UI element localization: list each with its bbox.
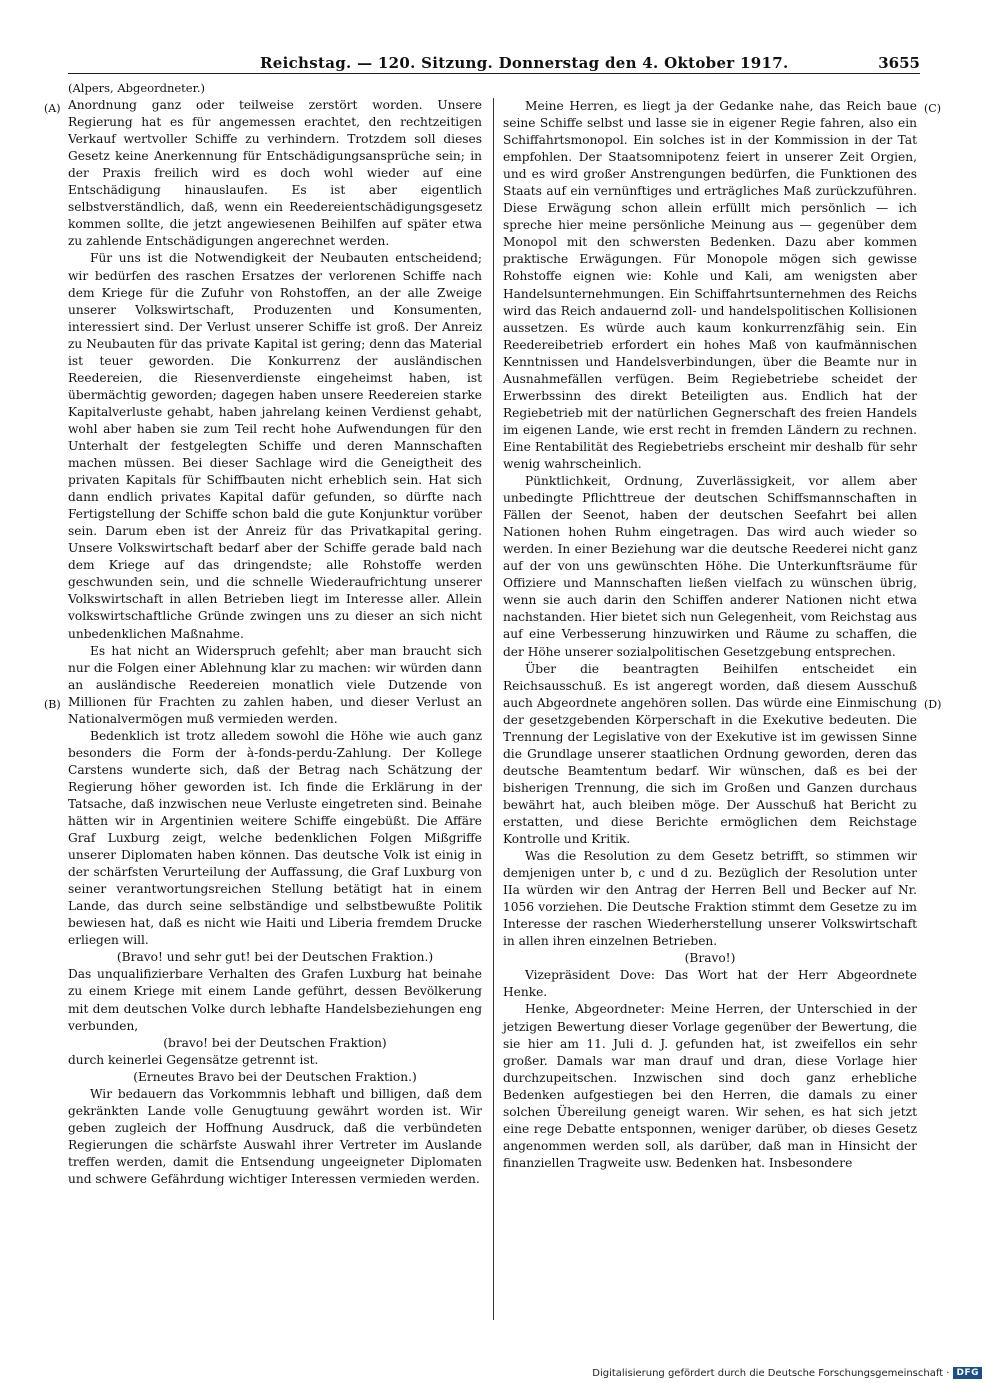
right-paragraph-3: Über die beantragten Beihilfen entscheidet ein Reichsausschuß. Es ist angeregt worden, daß diesem Ausschuß auch Abgeordnete angehören sollen. Das würde eine Einmischung der gesetzgebenden Körperschaft in die Exekutive bedeuten. Die Trennung der Legislative von der Exekutive ist im gewissen Sinne die Grundlage unserer staatlichen Ordnung geworden, deren das deutsche Beamtentum bedarf. Wir wünschen, daß es bei der bisherigen Trennung, die sich im Großen und Ganzen durchaus bewährt hat, auch bleiben möge. Der Ausschuß hat Bericht zu erstatten, und diese Berichte ermöglichen dem Reichstage Kontrolle und Kritik. [503,661,917,847]
left-paragraph-5: Das unqualifizierbare Verhalten des Grafen Luxburg hat beinahe zu einem Kriege mit einem Lande geführt, dessen Bevölkerung mit dem deutschen Volke durch lebhafte Handelsbeziehungen eng verbunden, [68,967,482,1033]
left-column [68,80,482,1188]
right-column [503,98,917,1172]
henke-speech: Henke, Abgeordneter: Meine Herren, der Unterschied in der jetzigen Bewertung dieser Vorlage gegenüber der Bewertung, die sie hier am 11. Juli d. J. gefunden hat, ist zweifellos ein sehr großer. Damals war man drauf und dran, diese Vorlage hier durchzupeitschen. Inzwischen sind doch ganz erhebliche Bedenken aufgestiegen bei den Herren, die damals zu einer solchen Übereilung geneigt waren. Wir sehen, es hat sich jetzt eine rege Debatte entsponnen, weniger darüber, ob dieses Gesetz angenommen werden soll, als darüber, daß man in Hinsicht der finanziellen Tragweite usw. Bedenken hat. Insbesondere [503,1002,917,1170]
footer-text: Digitalisierung gefördert durch die Deutsche Forschungsgemeinschaft · [592,1367,950,1379]
margin-marker-d: (D) [924,698,942,711]
speaker-tag: (Alpers, Abgeordneter.) [68,81,205,95]
running-title: Reichstag. — 120. Sitzung. Donnerstag den 4. Oktober 1917. [260,54,789,72]
vice-president-statement: Vizepräsident Dove: Das Wort hat der Herr Abgeordnete Henke. [503,968,917,1000]
left-paragraph-7: Wir bedauern das Vorkommnis lebhaft und billigen, daß dem gekränkten Lande volle Genugtuung gewährt worden ist. Wir geben zugleich der Hoffnung Ausdruck, daß die verbündeten Regierungen die schärfste Auswahl ihrer Vertreter im Auslande treffen werden, damit die Entsendung ungeeigneter Diplomaten und schwere Gefährdung wichtiger Interessen vermieden werden. [68,1086,482,1186]
interjection-bravo: (Bravo!) [684,951,736,966]
right-paragraph-1: Meine Herren, es liegt ja der Gedanke nahe, das Reich baue seine Schiffe selbst und lasse sie in eigener Regie fahren, also ein Schiffahrtsmonopol. Ein solches ist in der Kommission in der Tat empfohlen. Der Staatsomnipotenz feiert in unserer Zeit Orgien, und es wird großer Anstrengungen bedürfen, die Funktionen des Staats auf ein vernünftiges und erträgliches Maß zurückzuführen. Diese Erwägung schon allein erfüllt mich persönlich — ich spreche hier meine persönliche Meinung aus — gegenüber dem Monopol mit den schwersten Bedenken. Dazu aber kommen praktische Erwägungen. Für Monopole mögen sich gewisse Rohstoffe eignen wie: Kohle und Kali, am wenigsten aber Handelsunternehmungen. Ein Schiffahrtsunternehmen des Reichs wird das Reich andauernd zoll- und handelspolitischen Kollisionen aussetzen. Es würde auch kaum konkurrenzfähig sein. Ein Reedereibetrieb erfordert ein hohes Maß von kaufmännischen Kenntnissen und Handelsverbindungen, über die Beamte nur in Ausnahmefällen verfügen. Beim Regiebetriebe scheidet der Erwerbssinn des direkt Beteiligten aus. Endlich hat der Regiebetrieb mit der natürlichen Gegnerschaft des freien Handels im eigenen Lande, wie erst recht in fremden Ländern zu rechnen. Eine Rentabilität des Regiebetriebs erscheint mir deshalb für sehr wenig wahrscheinlich. [503,99,917,471]
page-number: 3655 [878,54,920,72]
interjection-2: (bravo! bei der Deutschen Fraktion) [163,1035,387,1050]
dfg-logo-icon: DFG [953,1367,982,1379]
margin-marker-c: (C) [924,102,941,115]
right-paragraph-2: Pünktlichkeit, Ordnung, Zuverlässigkeit, vor allem aber unbedingte Pflichttreue der deutschen Schiffsmannschaften in Fällen der Seenot, haben der deutschen Seefahrt bei allen Nationen hohen Ruhm eingetragen. Das wird auch wieder so werden. In einer Beziehung war die deutsche Reederei nicht ganz auf der von uns gewünschten Höhe. Die Unterkunftsräume für Offiziere und Mannschaften ließen vielfach zu wünschen übrig, wenn sie auch darin den Schiffen anderer Nationen nicht etwa nachstanden. Hier bietet sich nun Gelegenheit, vom Reichstag aus auf eine Verbesserung hinzuwirken und Räume zu schaffen, die der Höhe unserer sozialpolitischen Gesetzgebung entsprechen. [503,474,917,659]
digitization-footer [592,1367,982,1379]
left-paragraph-2: Für uns ist die Notwendigkeit der Neubauten entscheidend; wir bedürfen des raschen Ersatzes der verlorenen Schiffe nach dem Kriege für die Zufuhr von Rohstoffen, an der alle Zweige unserer Volkswirtschaft, Produzenten und Konsumenten, interessiert sind. Der Verlust unserer Schiffe ist groß. Der Anreiz zu Neubauten für das private Kapital ist gering; denn das Material ist teuer geworden. Die Konkurrenz der ausländischen Reedereien, die Riesenverdienste eingeheimst haben, ist übermächtig geworden; dagegen haben unsere Reedereien starke Kapitalverluste gehabt, haben jahrelang keinen Verdienst gehabt, wohl aber haben sie zum Teil recht hohe Aufwendungen für den Unterhalt der festgelegten Schiffe und deren Mannschaften machen müssen. Bei dieser Sachlage wird die Geneigtheit des privaten Kapitals für Schiffbauten nicht erheblich sein. Hat sich dann endlich privates Kapital dafür gefunden, so dürfte nach Fertigstellung der Schiffe schon bald die gute Konjunktur vorüber sein. Darum eben ist der Anreiz für das Privatkapital gering. Unsere Volkswirtschaft bedarf aber der Schiffe gerade bald nach dem Kriege auf das dringendste; alle Rohstoffe werden geschwunden sein, und die schnelle Wiederaufrichtung unserer Volkswirtschaft in allen Betrieben liegt im Interesse aller. Allein volkswirtschaftliche Gründe zwingen uns zu dieser an sich nicht unbedenklichen Maßnahme. [68,251,482,641]
left-paragraph-6: durch keinerlei Gegensätze getrennt ist. [68,1052,319,1067]
margin-marker-a: (A) [44,102,61,115]
column-divider [493,98,494,1320]
left-paragraph-4: Bedenklich ist trotz alledem sowohl die Höhe wie auch ganz besonders die Form der à-fonds-perdu-Zahlung. Der Kollege Carstens wunderte sich, daß der Betrag nach Schätzung der Regierung höher geworden ist. Ich finde die Erklärung in der Tatsache, daß inzwischen neue Verluste eingetreten sind. Beinahe hätten wir in Argentinien weitere Schiffe eingebüßt. Die Affäre Graf Luxburg zeigt, welche bedenklichen Folgen Mißgriffe unserer Diplomaten haben können. Das deutsche Volk ist einig in der schärfsten Verurteilung der Auffassung, die Graf Luxburg von seiner verantwortungsreichen Stellung betätigt hat in einem Lande, das durch seine selbständige und selbstbewußte Politik bewiesen hat, daß es nicht wie Haiti und Liberia fremdem Drucke erliegen will. [68,728,482,948]
header-rule [68,73,920,74]
right-paragraph-4: Was die Resolution zu dem Gesetz betrifft, so stimmen wir demjenigen unter b, c und d zu. Bezüglich der Resolution unter IIa würden wir den Antrag der Herren Bell und Becker auf Nr. 1056 vorziehen. Die Deutsche Fraktion stimmt dem Gesetze zu im Interesse der raschen Wiederherstellung unserer Volkswirtschaft in allen ihren einzelnen Betrieben. [503,849,917,949]
left-paragraph-3: Es hat nicht an Widerspruch gefehlt; aber man braucht sich nur die Folgen einer Ablehnung klar zu machen: wir würden dann an ausländische Reedereien monatlich viele Dutzende von Millionen für Frachten zu zahlen haben, und dieser Verlust an Nationalvermögen muß vermieden werden. [68,643,482,726]
interjection-1: (Bravo! und sehr gut! bei der Deutschen Fraktion.) [116,950,434,965]
left-paragraph-1: Anordnung ganz oder teilweise zerstört worden. Unsere Regierung hat es für angemessen erachtet, den rechtzeitigen Verkauf wertvoller Schiffe zu verhindern. Trotzdem soll dieses Gesetz keine Anerkennung für Entschädigungsansprüche sein; in der Praxis freilich wird es doch wohl wieder auf eine Entschädigung hinauslaufen. Es ist aber eigentlich selbstverständlich, daß, wenn ein Reedereientschädigungsgesetz kommen sollte, die jetzt angewiesenen Beihilfen auf später etwa zu zahlende Entschädigungen angerechnet werden. [68,98,482,249]
interjection-3: (Erneutes Bravo bei der Deutschen Fraktion.) [133,1069,417,1084]
margin-marker-b: (B) [44,698,61,711]
